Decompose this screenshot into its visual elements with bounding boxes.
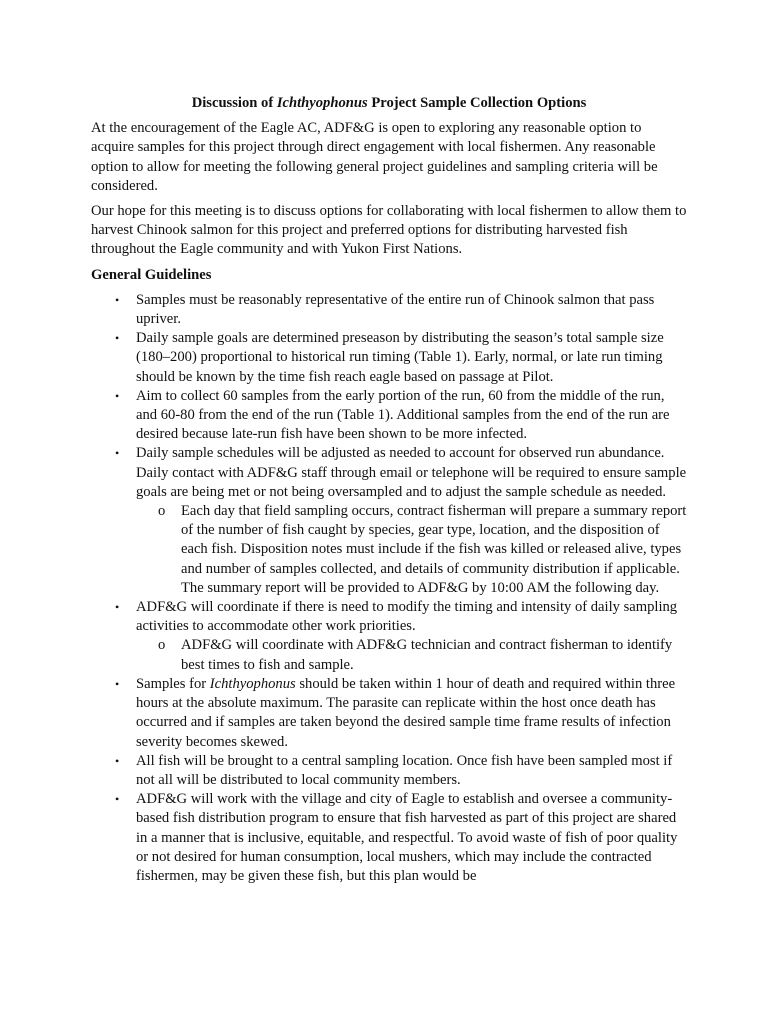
text-prefix: Samples for	[136, 675, 210, 692]
title-suffix: Project Sample Collection Options	[367, 95, 587, 111]
list-item-text	[136, 676, 675, 750]
sub-list	[136, 502, 687, 598]
bullet-icon: •	[115, 792, 120, 807]
list-item-text: All fish will be brought to a central sampling location. Once fish have been sampled most if not all will be distributed to local community members.	[136, 752, 673, 788]
sub-list-item	[136, 636, 687, 674]
list-item	[91, 329, 687, 387]
sub-bullet-icon: o	[158, 637, 166, 654]
list-item	[91, 675, 687, 752]
list-item	[91, 387, 687, 445]
bullet-icon: •	[115, 446, 120, 461]
sub-list-item-text: Each day that field sampling occurs, contract fisherman will prepare a summary report of the number of fish caught by species, gear type, location, and the disposition of each fish. Disposition notes must include if the fish was killed or released alive, types and number of samples collected, and details of community distribution if applicable. The summary report will be provided to ADF&G by 10:00 AM the following day.	[181, 503, 687, 596]
document-page	[91, 94, 687, 886]
section-heading: General Guidelines	[91, 266, 212, 283]
bullet-icon: •	[115, 676, 120, 691]
guidelines-list	[91, 291, 687, 886]
list-item-text: Daily sample schedules will be adjusted as needed to account for observed run abundance. Daily contact with ADF&G staff through email or telephone will be required to ensure sample goals are being met or not being oversampled and to adjust the sample schedule as needed.	[136, 445, 687, 500]
bullet-icon: •	[115, 292, 120, 307]
bullet-icon: •	[115, 388, 120, 403]
sub-bullet-icon: o	[158, 503, 166, 520]
title-italic-term: Ichthyophonus	[276, 95, 368, 111]
list-item	[91, 291, 687, 329]
list-item-text: Samples must be reasonably representative of the entire run of Chinook salmon that pass upriver.	[136, 291, 655, 328]
document-title	[91, 94, 687, 113]
meeting-purpose-paragraph: Our hope for this meeting is to discuss options for collaborating with local fishermen to allow them to harvest Chinook salmon for this project and preferred options for distributing harvested fish throughout the Eagle community and with Yukon First Nations.	[91, 203, 687, 258]
bullet-icon: •	[115, 331, 120, 346]
sub-list	[136, 636, 687, 674]
italic-term: Ichthyophonus	[209, 675, 296, 692]
title-prefix: Discussion of	[191, 95, 277, 111]
sub-list-item-text: ADF&G will coordinate with ADF&G technician and contract fisherman to identify best times to fish and sample.	[181, 637, 673, 673]
list-item-text: ADF&G will work with the village and city of Eagle to establish and oversee a community-based fish distribution program to ensure that fish harvested as part of this project are shared in a manner that is inclusive, equitable, and respectful. To avoid waste of fish of poor quality or not desired for human consumption, local mushers, which may include the contracted fishermen, may be given these fish, but this plan would be	[136, 791, 678, 884]
list-item	[91, 790, 687, 886]
list-item	[91, 752, 687, 790]
bullet-icon: •	[115, 600, 120, 615]
list-item	[91, 444, 687, 598]
text-suffix: should be taken within 1 hour of death and required within three hours at the absolute maximum. The parasite can replicate within the host once death has occurred and if samples are taken beyond the desired sample time frame results of infection severity becomes skewed.	[136, 675, 676, 750]
list-item-text: ADF&G will coordinate if there is need to modify the timing and intensity of daily sampling activities to accommodate other work priorities.	[136, 599, 678, 635]
list-item	[91, 598, 687, 675]
sub-list-item	[136, 502, 687, 598]
intro-paragraph: At the encouragement of the Eagle AC, ADF&G is open to exploring any reasonable option to acquire samples for this project through direct engagement with local fishermen. Any reasonable option to allow for meeting the following general project guidelines and sampling criteria will be considered.	[91, 120, 658, 194]
bullet-icon: •	[115, 753, 120, 768]
list-item-text: Daily sample goals are determined preseason by distributing the season’s total sample size (180–200) proportional to historical run timing (Table 1). Early, normal, or late run timing should be known by the time fish reach eagle based on passage at Pilot.	[136, 330, 664, 385]
list-item-text: Aim to collect 60 samples from the early portion of the run, 60 from the middle of the run, and 60-80 from the end of the run (Table 1). Additional samples from the end of the run are desired because late-run fish have been shown to be more infected.	[136, 387, 670, 443]
